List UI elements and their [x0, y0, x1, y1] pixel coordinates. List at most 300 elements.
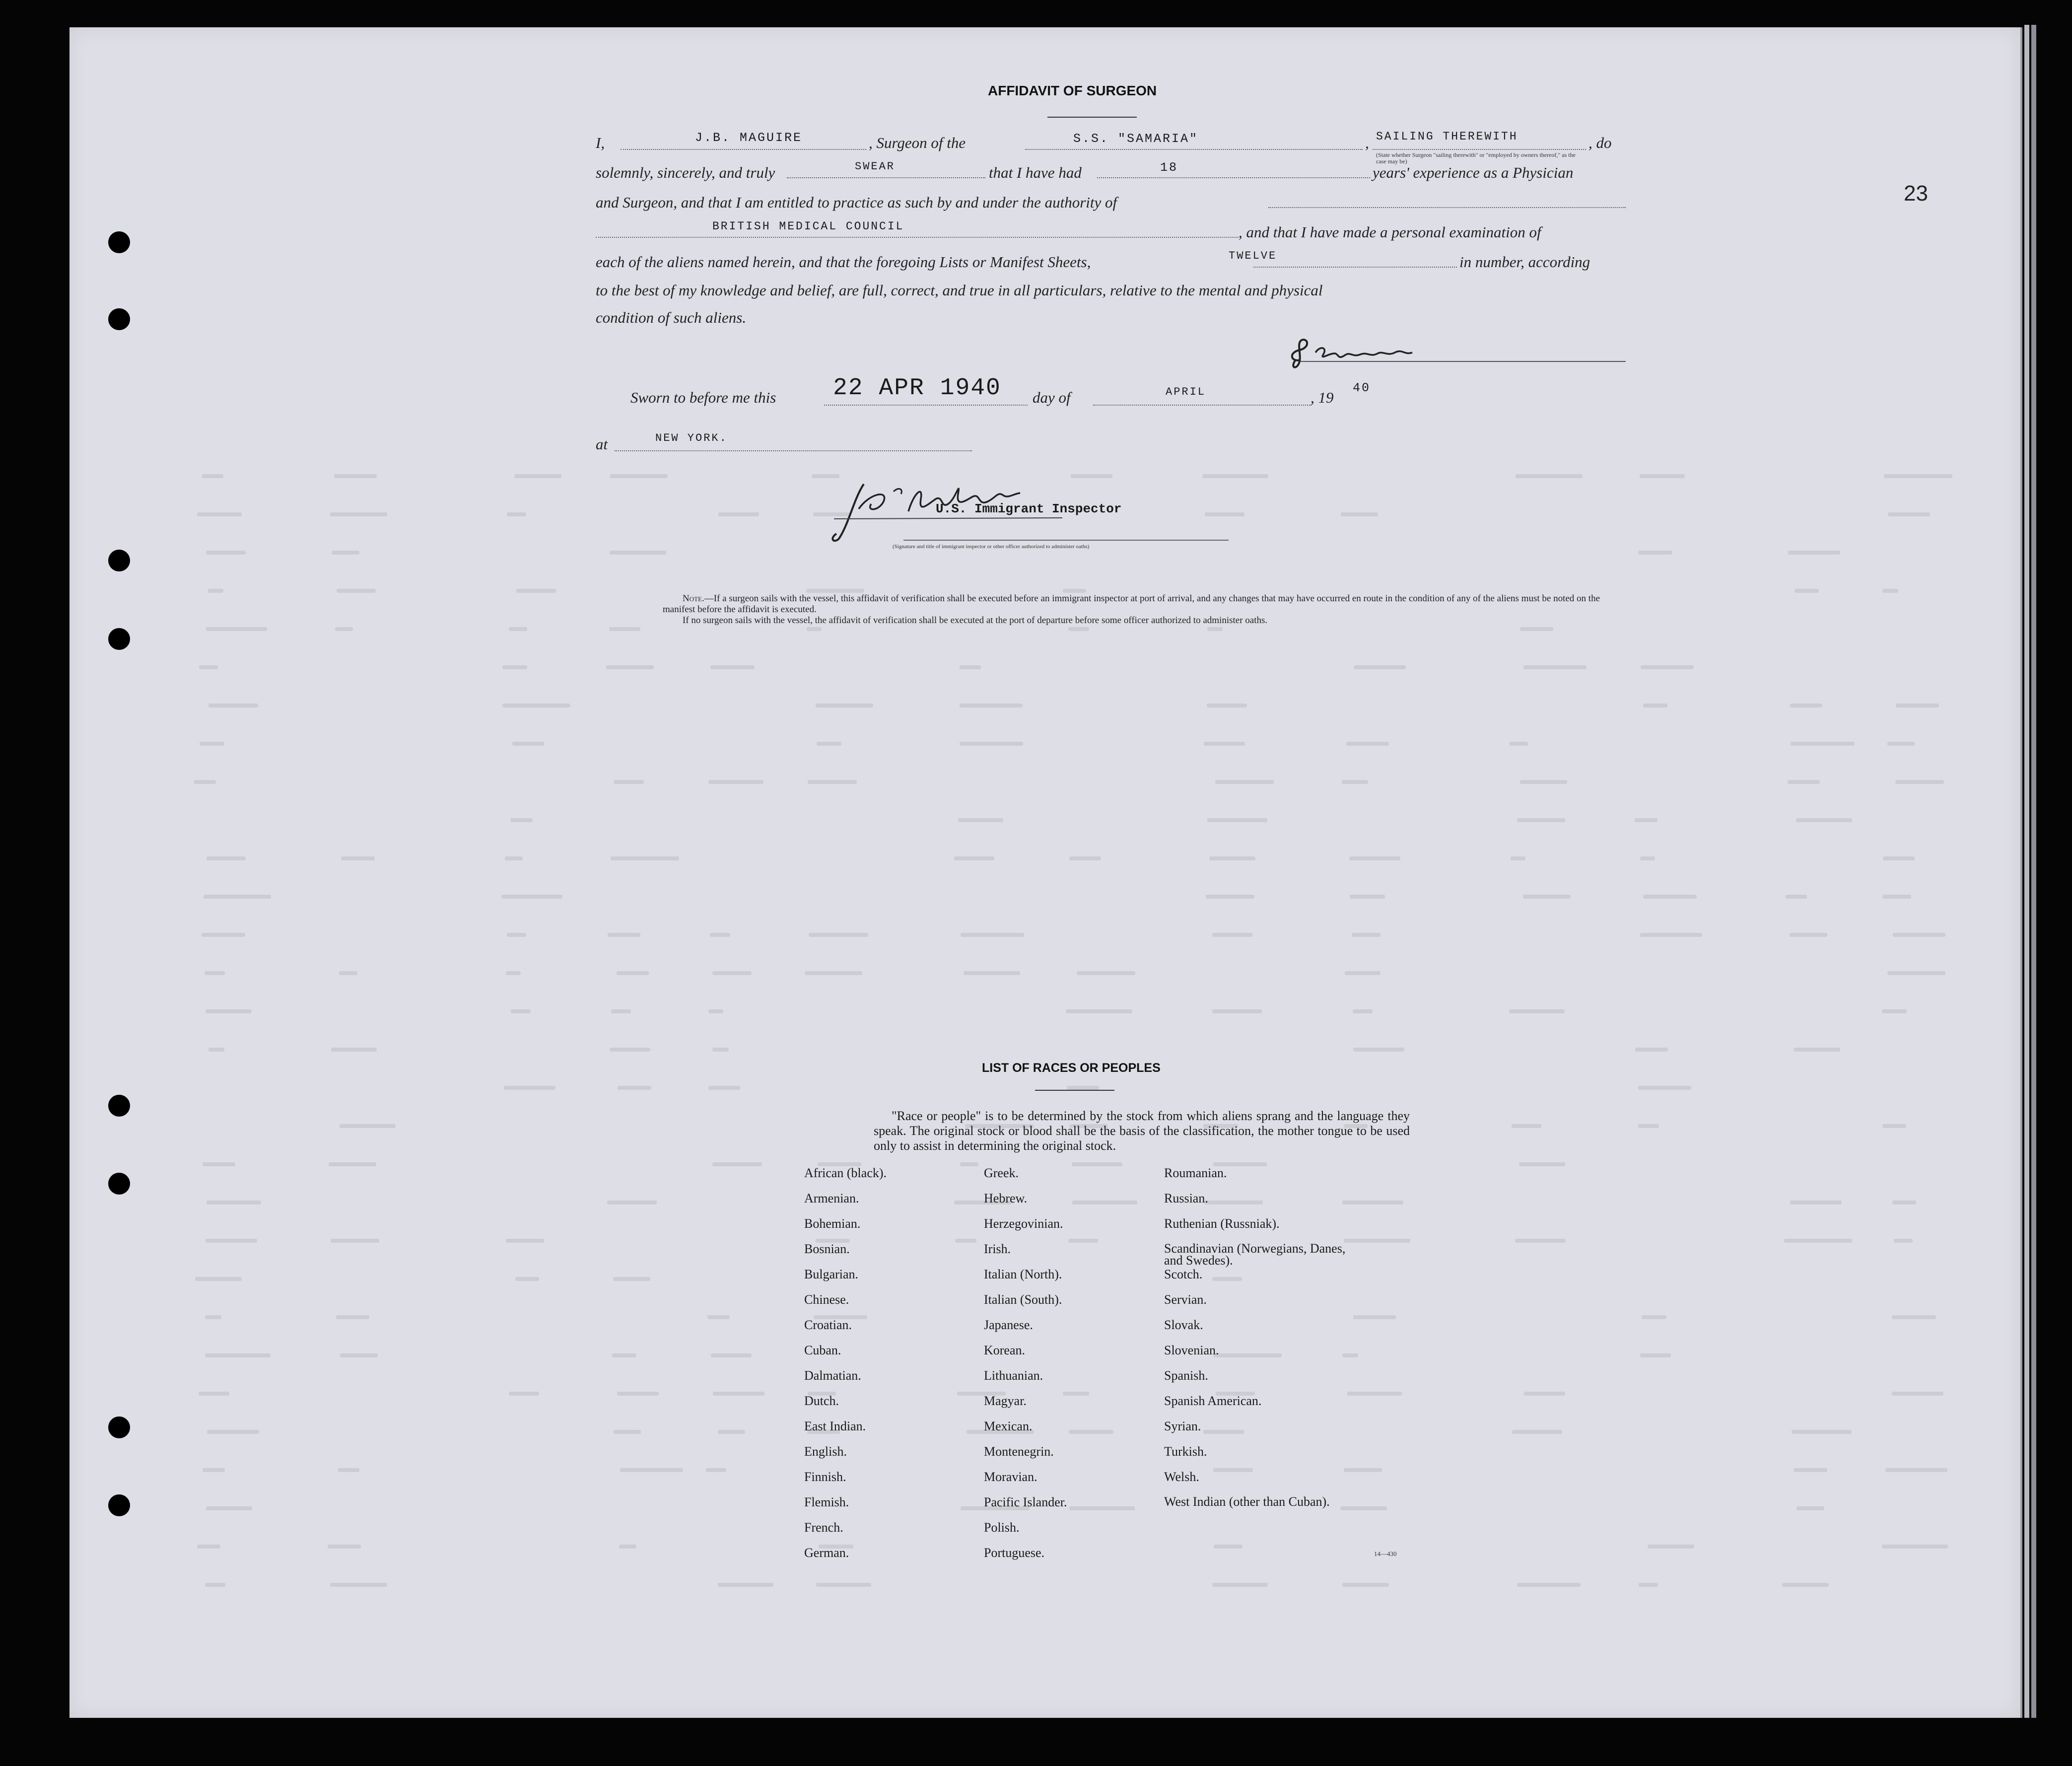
ghost-mark: [610, 1048, 650, 1052]
race-list-item: Portuguese.: [984, 1546, 1045, 1560]
ghost-mark: [718, 1583, 773, 1587]
ghost-mark: [340, 1353, 378, 1357]
dotted-line: [1268, 207, 1626, 208]
ghost-mark: [1068, 1239, 1098, 1243]
place-value: NEW YORK.: [655, 432, 728, 444]
ghost-mark: [207, 1201, 261, 1204]
race-list-item: Italian (North).: [984, 1267, 1062, 1281]
ghost-mark: [1344, 1239, 1410, 1243]
race-list-item: Hebrew.: [984, 1191, 1028, 1205]
date-stamp: 22 APR 1940: [833, 375, 1001, 402]
affidavit-pronoun: I,: [596, 134, 605, 151]
solemnly-label: solemnly, sincerely, and truly: [596, 164, 775, 181]
ghost-mark: [512, 742, 544, 746]
ghost-mark: [506, 971, 521, 975]
races-column-2: [984, 1167, 1067, 1572]
ghost-mark: [1640, 1353, 1671, 1357]
ghost-mark: [955, 1239, 976, 1243]
ghost-mark: [1517, 1583, 1581, 1587]
ghost-mark: [1206, 895, 1254, 899]
title-rule: [1047, 117, 1137, 118]
race-list-item: Lithuanian.: [984, 1368, 1043, 1383]
ghost-mark: [961, 933, 1024, 937]
ghost-mark: [340, 1124, 396, 1128]
ghost-mark: [1635, 1048, 1668, 1052]
ghost-mark: [718, 512, 759, 516]
ghost-mark: [1882, 1124, 1906, 1128]
year-suffix: 40: [1353, 381, 1371, 395]
ghost-mark: [1353, 1009, 1373, 1013]
ghost-mark: [1796, 818, 1852, 822]
surgeon-name: J.B. MAGUIRE: [695, 131, 803, 145]
ghost-mark: [608, 933, 640, 937]
ghost-mark: [1638, 1124, 1659, 1128]
ghost-mark: [807, 627, 822, 631]
ghost-mark: [1204, 742, 1245, 746]
ghost-mark: [199, 1392, 229, 1396]
dotted-line: [1093, 405, 1312, 406]
ghost-mark: [708, 1009, 723, 1013]
ghost-mark: [808, 780, 857, 784]
race-list-item: Scotch.: [1164, 1267, 1203, 1281]
ghost-mark: [1648, 1545, 1694, 1549]
ghost-mark: [1342, 1583, 1389, 1587]
affidavit-title: AFFIDAVIT OF SURGEON: [988, 83, 1157, 98]
ghost-mark: [707, 1315, 730, 1319]
oath-word: SWEAR: [855, 160, 896, 173]
month-value: APRIL: [1166, 386, 1206, 398]
dotted-line: [1097, 177, 1370, 178]
ghost-mark: [1066, 1009, 1132, 1013]
race-list-item: Spanish.: [1164, 1368, 1208, 1383]
sheet-count: TWELVE: [1229, 250, 1277, 262]
ghost-mark: [206, 1239, 257, 1243]
ghost-mark: [332, 551, 359, 555]
ghost-mark: [330, 1583, 387, 1587]
ghost-mark: [203, 1468, 225, 1472]
ghost-mark: [1345, 971, 1381, 975]
ghost-mark: [206, 1009, 252, 1013]
ghost-mark: [1069, 856, 1101, 860]
ghost-mark: [194, 780, 216, 784]
ghost-mark: [1786, 895, 1807, 899]
ghost-mark: [331, 1048, 377, 1052]
races-title-rule: [1035, 1090, 1114, 1091]
ghost-mark: [1887, 742, 1915, 746]
ghost-mark: [1788, 551, 1840, 555]
page-edge: [2031, 25, 2036, 1718]
punch-hole: [108, 550, 130, 571]
ghost-mark: [205, 1315, 221, 1319]
race-list-item: Turkish.: [1164, 1444, 1207, 1459]
ghost-mark: [1202, 474, 1268, 478]
dotted-line: [1373, 149, 1586, 150]
day-of-label: day of: [1033, 389, 1071, 406]
race-list-item: Finnish.: [804, 1470, 846, 1484]
ghost-mark: [1640, 856, 1655, 860]
ghost-mark: [1512, 1430, 1562, 1434]
ghost-mark: [958, 818, 1003, 822]
ghost-mark: [336, 1315, 369, 1319]
ghost-mark: [710, 933, 730, 937]
race-list-item: French.: [804, 1520, 843, 1535]
ghost-mark: [1790, 1201, 1842, 1204]
ghost-mark: [206, 627, 267, 631]
race-list-item: Croatian.: [804, 1318, 852, 1332]
ghost-mark: [1887, 971, 1945, 975]
dotted-line: [1253, 267, 1457, 268]
ghost-mark: [195, 1277, 242, 1281]
ghost-mark: [334, 474, 377, 478]
ghost-mark: [207, 1430, 259, 1434]
ghost-mark: [1640, 933, 1702, 937]
race-list-item: Montenegrin.: [984, 1444, 1054, 1459]
ghost-mark: [713, 1392, 764, 1396]
ghost-mark: [515, 1277, 539, 1281]
ghost-mark: [504, 1086, 555, 1090]
and-that-label: , and that I have made a personal examination of: [1239, 223, 1541, 241]
affidavit-note: [663, 593, 1626, 626]
ghost-mark: [1212, 933, 1252, 937]
ghost-mark: [509, 627, 527, 631]
ghost-mark: [612, 1353, 636, 1357]
race-list-item: Scandinavian (Norwegians, Danes, and Swedes).: [1164, 1241, 1346, 1268]
race-list-item: Chinese.: [804, 1292, 849, 1307]
races-column-1: [804, 1167, 887, 1572]
ghost-mark: [501, 895, 562, 899]
ghost-mark: [1643, 895, 1697, 899]
ghost-mark: [207, 856, 246, 860]
ghost-mark: [506, 1239, 544, 1243]
ghost-mark: [509, 1392, 539, 1396]
ghost-mark: [502, 665, 527, 669]
ghost-mark: [806, 589, 864, 593]
races-column-3: [1164, 1167, 1348, 1521]
race-list-item: Slovenian.: [1164, 1343, 1219, 1357]
ghost-mark: [1888, 512, 1930, 516]
ghost-mark: [960, 1162, 978, 1166]
race-list-item: Italian (South).: [984, 1292, 1062, 1307]
ghost-mark: [197, 1545, 220, 1549]
ghost-mark: [710, 665, 755, 669]
ghost-mark: [1353, 1315, 1396, 1319]
race-list-item: Bulgarian.: [804, 1267, 859, 1281]
race-list-item: Slovak.: [1164, 1318, 1203, 1332]
ghost-mark: [197, 512, 242, 516]
ghost-mark: [809, 933, 868, 937]
punch-hole: [108, 231, 130, 253]
race-list-item: Magyar.: [984, 1394, 1027, 1408]
ghost-mark: [1882, 1545, 1948, 1549]
ghost-mark: [1892, 1315, 1936, 1319]
ghost-mark: [619, 1545, 636, 1549]
race-list-item: Herzegovinian.: [984, 1216, 1063, 1231]
ghost-mark: [1511, 856, 1525, 860]
ghost-mark: [1353, 1048, 1404, 1052]
at-label: at: [596, 435, 608, 453]
race-list-item: Flemish.: [804, 1495, 849, 1509]
ghost-mark: [516, 589, 556, 593]
race-list-item: Welsh.: [1164, 1470, 1199, 1484]
ghost-mark: [1342, 780, 1368, 784]
ghost-mark: [505, 856, 523, 860]
ghost-mark: [960, 742, 1023, 746]
ghost-mark: [1784, 1239, 1852, 1243]
surgeon-of-label: , Surgeon of the: [869, 134, 966, 151]
ghost-mark: [1354, 665, 1406, 669]
ghost-mark: [711, 1353, 752, 1357]
ghost-mark: [208, 589, 223, 593]
ghost-mark: [1895, 780, 1944, 784]
ghost-mark: [203, 1162, 235, 1166]
ghost-mark: [964, 971, 1020, 975]
ghost-mark: [200, 742, 224, 746]
signature-line: [1301, 361, 1626, 362]
ghost-mark: [1520, 780, 1567, 784]
vessel-name: S.S. "SAMARIA": [1073, 132, 1199, 146]
surgeon-signature: [1281, 333, 1479, 372]
ghost-mark: [1205, 512, 1244, 516]
inspector-title: U.S. Immigrant Inspector: [936, 501, 1122, 516]
race-list-item: Spanish American.: [1164, 1394, 1262, 1408]
ghost-mark: [805, 971, 862, 975]
race-list-item: Ruthenian (Russniak).: [1164, 1216, 1280, 1231]
ghost-mark: [337, 589, 376, 593]
ghost-mark: [817, 742, 841, 746]
note-line-1: —If a surgeon sails with the vessel, this affidavit of verification shall be executed before an immigrant inspector at port of arrival, and any changes that may have occurred en route in the condition of any of the aliens must be noted on the manifest before the affidavit is executed.: [663, 593, 1600, 615]
ghost-mark: [206, 1506, 252, 1510]
ghost-mark: [1215, 780, 1274, 784]
ghost-mark: [1523, 895, 1571, 899]
ghost-mark: [609, 627, 640, 631]
ghost-mark: [816, 1583, 871, 1587]
sworn-label: Sworn to before me this: [630, 389, 776, 406]
condition-label: condition of such aliens.: [596, 309, 747, 326]
race-list-item: Russian.: [1164, 1191, 1208, 1205]
ghost-mark: [1795, 589, 1819, 593]
ghost-mark: [610, 474, 668, 478]
races-intro-text: "Race or people" is to be determined by the stock from which aliens sprang and the language they speak. The original stock or blood shall be the basis of the classification, the mother tongue to be used only to assist in determining the original stock.: [874, 1109, 1410, 1153]
inspector-signature-line: [903, 540, 1229, 541]
ghost-mark: [708, 1086, 740, 1090]
ghost-mark: [1640, 474, 1685, 478]
ghost-mark: [1069, 1506, 1135, 1510]
race-list-item: Bohemian.: [804, 1216, 861, 1231]
ghost-mark: [335, 627, 353, 631]
ghost-mark: [610, 551, 666, 555]
dotted-line: [615, 450, 972, 451]
ghost-mark: [1207, 627, 1223, 631]
ghost-mark: [1792, 1430, 1852, 1434]
ghost-mark: [611, 856, 679, 860]
ghost-mark: [1643, 704, 1667, 707]
ghost-mark: [1882, 895, 1911, 899]
ghost-mark: [1349, 856, 1400, 860]
ghost-mark: [1642, 1315, 1666, 1319]
ghost-mark: [1894, 1239, 1913, 1243]
race-list-item: Armenian.: [804, 1191, 859, 1205]
ghost-mark: [1341, 512, 1378, 516]
ghost-mark: [1069, 1430, 1113, 1434]
ghost-mark: [514, 474, 561, 478]
race-list-item: Mexican.: [984, 1419, 1033, 1433]
ghost-mark: [1346, 742, 1389, 746]
race-list-item: Roumanian.: [1164, 1166, 1227, 1180]
ghost-mark: [202, 933, 245, 937]
each-of-label: each of the aliens named herein, and that the foregoing Lists or Manifest Sheets,: [596, 253, 1091, 271]
punch-hole: [108, 1173, 130, 1195]
ghost-mark: [960, 704, 1023, 707]
ghost-mark: [607, 1201, 657, 1204]
note-label: Note.: [683, 593, 704, 604]
race-list-item: English.: [804, 1444, 847, 1459]
sailing-status: SAILING THEREWITH: [1376, 130, 1518, 143]
race-list-item: Japanese.: [984, 1318, 1033, 1332]
ghost-mark: [1072, 1162, 1122, 1166]
ghost-mark: [1207, 818, 1267, 822]
ghost-mark: [1884, 474, 1952, 478]
race-list-item: East Indian.: [804, 1419, 866, 1433]
ghost-mark: [1639, 1583, 1658, 1587]
ghost-mark: [1638, 551, 1672, 555]
ghost-mark: [712, 1048, 729, 1052]
ghost-mark: [341, 856, 375, 860]
ghost-mark: [1520, 627, 1553, 631]
ghost-mark: [1510, 742, 1528, 746]
ghost-mark: [1509, 1009, 1565, 1013]
ghost-mark: [329, 1162, 376, 1166]
ghost-mark: [1892, 1201, 1916, 1204]
ghost-mark: [1641, 665, 1694, 669]
ghost-mark: [712, 971, 752, 975]
ghost-mark: [1352, 933, 1381, 937]
ghost-mark: [1893, 933, 1945, 937]
best-of-label: to the best of my knowledge and belief, are full, correct, and true in all particulars, relative to the mental and physical: [596, 282, 1323, 299]
ghost-mark: [1212, 1009, 1262, 1013]
ghost-mark: [954, 856, 994, 860]
ghost-mark: [328, 1545, 361, 1549]
ghost-mark: [618, 1086, 651, 1090]
ghost-mark: [507, 512, 526, 516]
in-number-label: in number, according: [1459, 253, 1590, 271]
ghost-mark: [1212, 1583, 1268, 1587]
races-title: LIST OF RACES OR PEOPLES: [982, 1061, 1161, 1075]
ghost-mark: [1347, 1392, 1402, 1396]
race-list-item: Polish.: [984, 1520, 1020, 1535]
race-list-item: Moravian.: [984, 1470, 1037, 1484]
ghost-mark: [1072, 1201, 1137, 1204]
ghost-mark: [1067, 1086, 1099, 1090]
ghost-mark: [338, 1468, 359, 1472]
ghost-mark: [206, 551, 246, 555]
ghost-mark: [1794, 1048, 1840, 1052]
dotted-line: [621, 149, 866, 150]
race-list-item: West Indian (other than Cuban).: [1164, 1494, 1330, 1509]
punch-hole: [108, 1095, 130, 1117]
ghost-mark: [1209, 856, 1255, 860]
races-intro: [874, 1109, 1410, 1153]
ghost-mark: [617, 1392, 659, 1396]
race-list-item: Greek.: [984, 1166, 1019, 1180]
authority-value: BRITISH MEDICAL COUNCIL: [712, 220, 904, 233]
ghost-mark: [1892, 1392, 1943, 1396]
ghost-mark: [706, 1468, 726, 1472]
do-label: , do: [1589, 134, 1612, 151]
ghost-mark: [331, 1239, 379, 1243]
inspector-caption: (Signature and title of immigrant inspector or other officer authorized to administer oaths): [893, 544, 1090, 550]
years-experience-label: years' experience as a Physician: [1373, 164, 1574, 181]
ghost-mark: [1515, 1239, 1566, 1243]
race-list-item: Dutch.: [804, 1394, 839, 1408]
ghost-mark: [620, 1468, 683, 1472]
race-list-item: Servian.: [1164, 1292, 1207, 1307]
ghost-mark: [1068, 627, 1089, 631]
and-surgeon-label: and Surgeon, and that I am entitled to practice as such by and under the authority of: [596, 194, 1117, 211]
ghost-mark: [1882, 1009, 1907, 1013]
ghost-mark: [204, 895, 271, 899]
punch-hole: [108, 1494, 130, 1516]
ghost-mark: [1516, 474, 1583, 478]
race-list-item: Irish.: [984, 1242, 1011, 1256]
punch-hole: [108, 1416, 130, 1438]
year-prefix-label: , 19: [1311, 389, 1334, 406]
ghost-mark: [199, 665, 218, 669]
race-list-item: Korean.: [984, 1343, 1026, 1357]
ghost-mark: [1782, 1583, 1829, 1587]
ghost-mark: [339, 971, 357, 975]
ghost-mark: [614, 1430, 641, 1434]
page-number: 23: [1904, 181, 1928, 206]
race-list-item: Cuban.: [804, 1343, 841, 1357]
ghost-mark: [208, 1048, 224, 1052]
note-line-2: If no surgeon sails with the vessel, the affidavit of verification shall be executed at the port of departure before some officer authorized to administer oaths.: [683, 615, 1268, 626]
ghost-mark: [1638, 1086, 1691, 1090]
sailing-note: (State whether Surgeon "sailing therewith" or "employed by owners thereof," as the case may be): [1376, 151, 1576, 165]
ghost-mark: [1635, 818, 1658, 822]
race-list-item: Bosnian.: [804, 1242, 850, 1256]
ghost-mark: [1885, 1468, 1947, 1472]
ghost-mark: [718, 1430, 745, 1434]
ghost-mark: [205, 1353, 271, 1357]
ghost-mark: [1207, 704, 1247, 707]
dotted-line: [1025, 149, 1363, 150]
ghost-mark: [1519, 1162, 1565, 1166]
race-list-item: Pacific Islander.: [984, 1495, 1067, 1509]
ghost-mark: [1524, 1392, 1565, 1396]
ghost-mark: [1344, 1468, 1382, 1472]
ghost-mark: [1896, 704, 1939, 707]
ghost-mark: [1342, 1201, 1403, 1204]
ghost-mark: [1791, 742, 1855, 746]
ghost-mark: [202, 474, 223, 478]
race-list-item: Syrian.: [1164, 1419, 1201, 1433]
dotted-line: [596, 237, 1239, 238]
ghost-mark: [205, 1583, 225, 1587]
ghost-mark: [205, 971, 225, 975]
ghost-mark: [510, 818, 533, 822]
ghost-mark: [606, 665, 654, 669]
ghost-mark: [960, 665, 981, 669]
race-list-item: African (black).: [804, 1166, 887, 1180]
page-edge: [2024, 25, 2029, 1718]
ghost-mark: [1794, 1468, 1827, 1472]
manifest-page: [69, 27, 2022, 1718]
ghost-mark: [712, 1162, 762, 1166]
ghost-mark: [1882, 589, 1898, 593]
years-value: 18: [1160, 160, 1178, 175]
ghost-mark: [511, 1009, 531, 1013]
ghost-mark: [1796, 1506, 1824, 1510]
